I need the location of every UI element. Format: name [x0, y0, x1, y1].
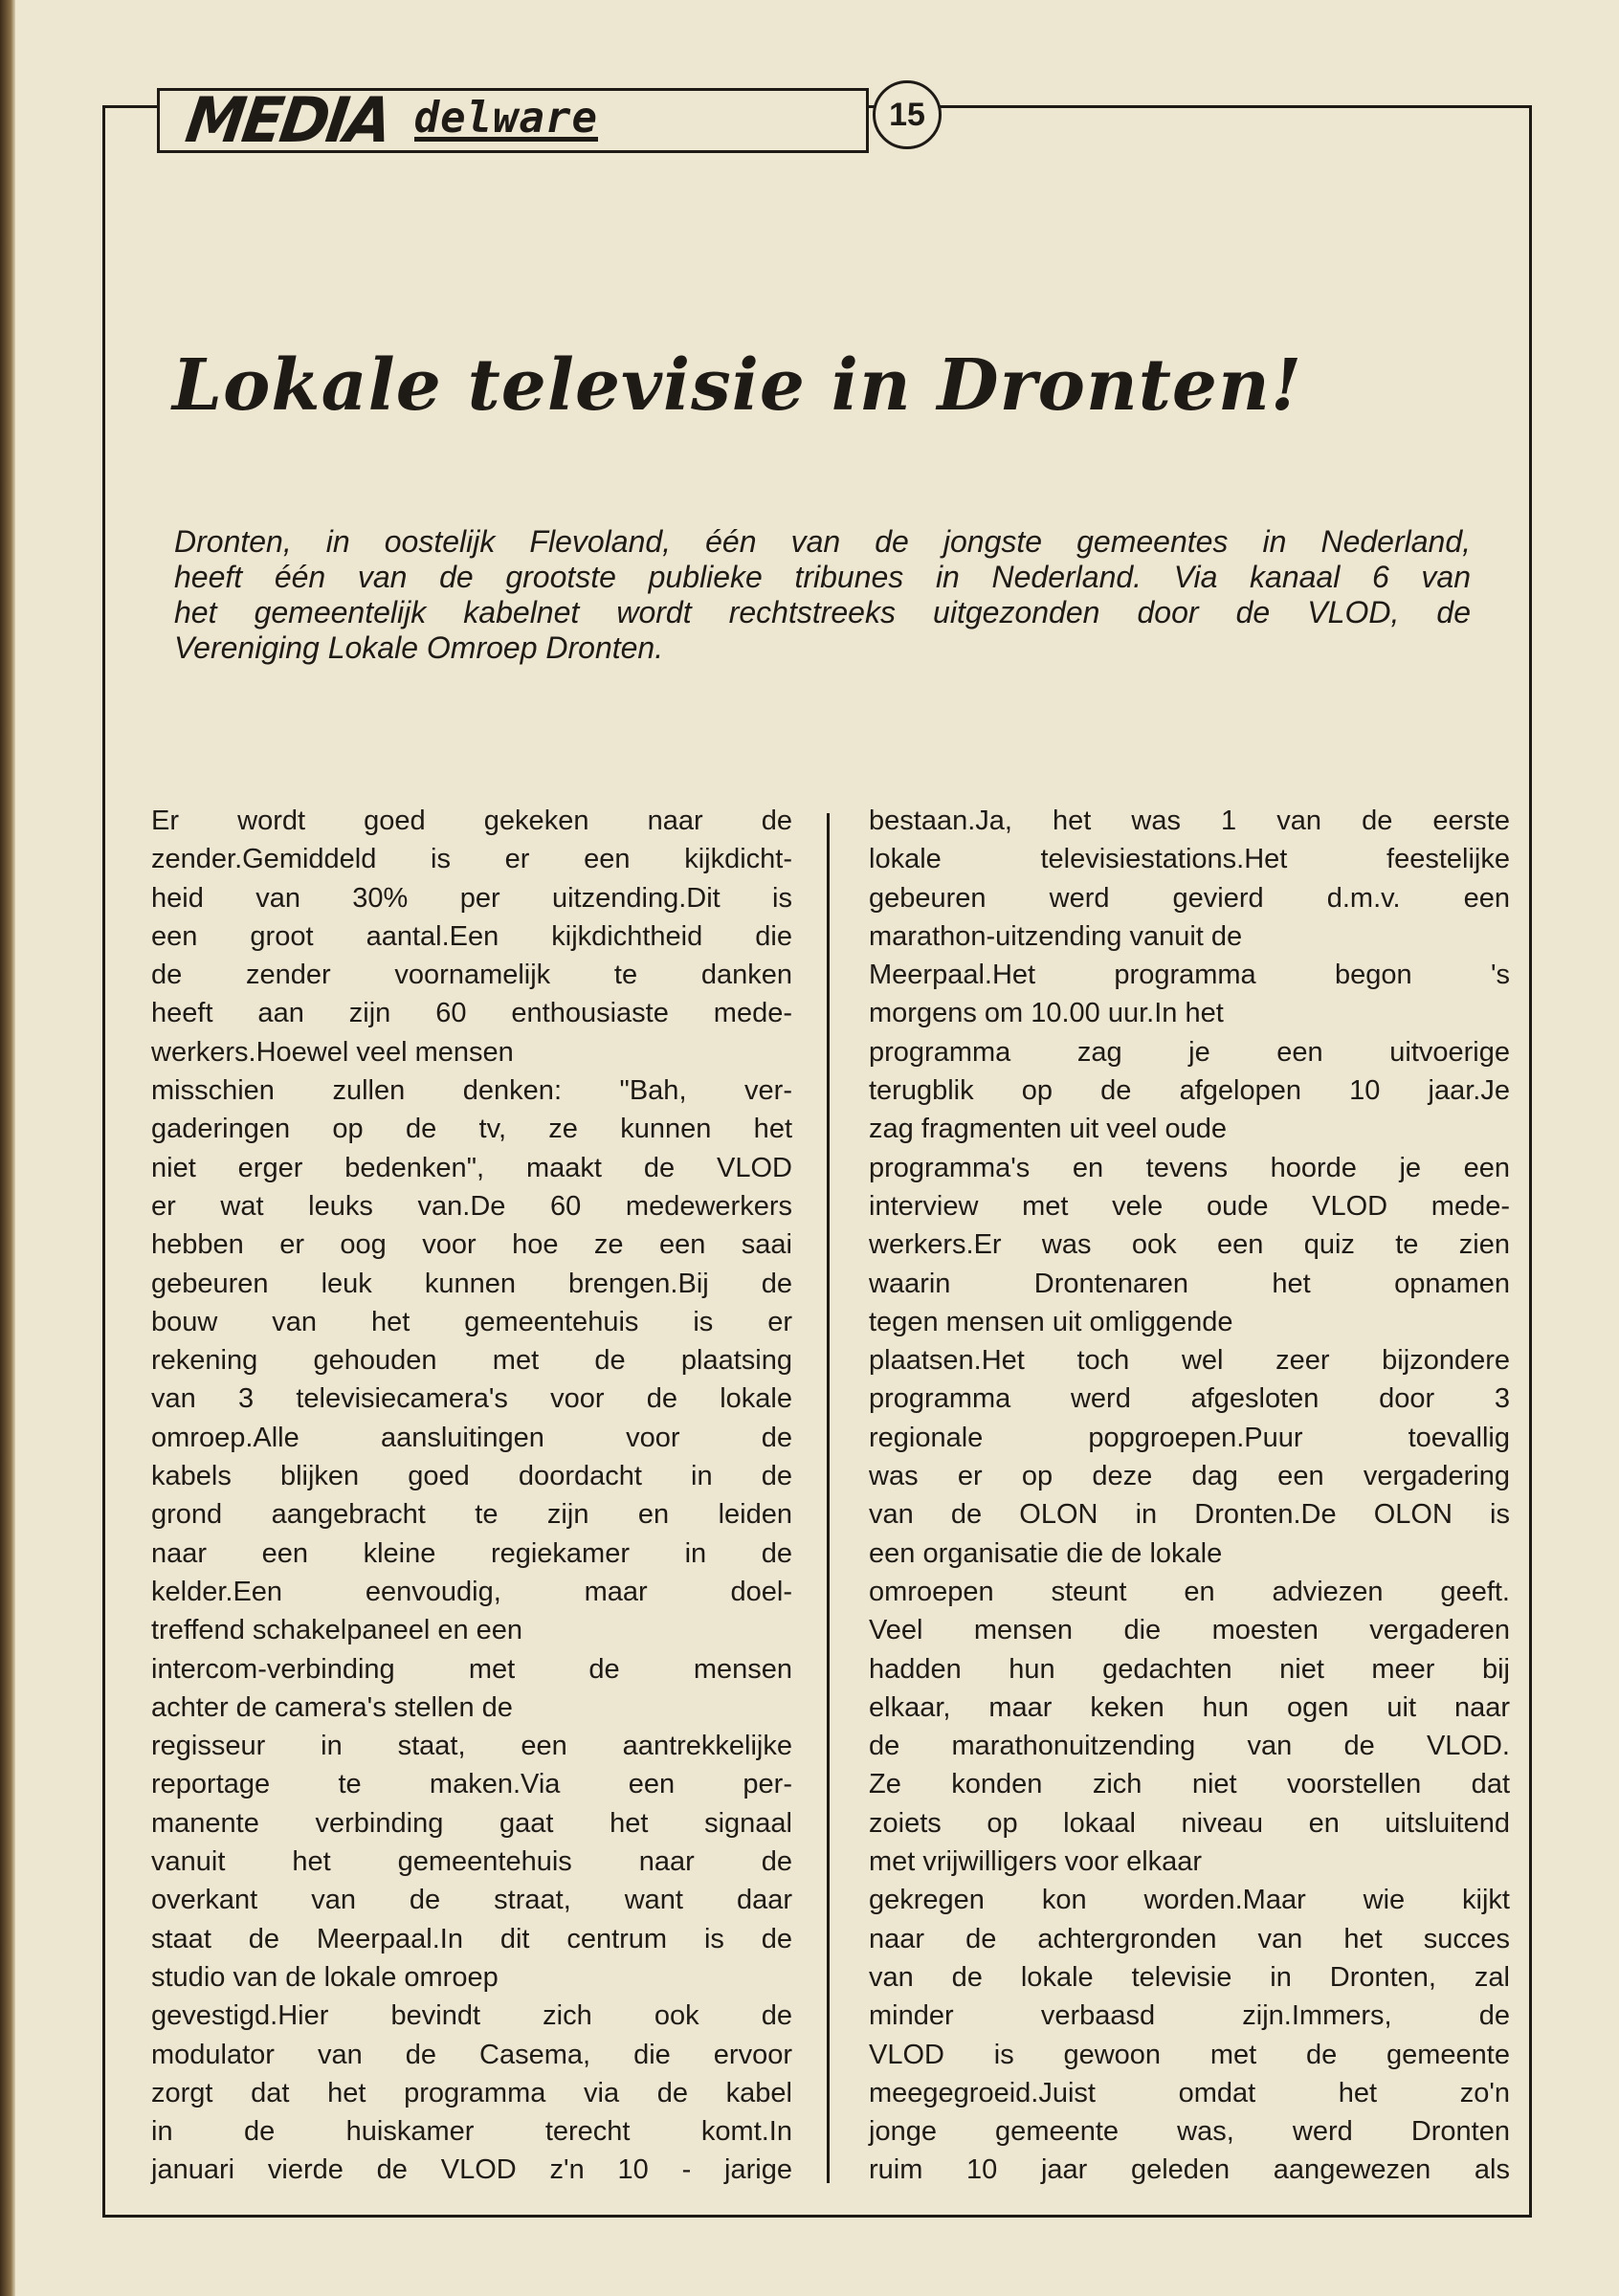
text-line: heeft aan zijn 60 enthousiaste mede- [151, 998, 792, 1029]
text-line: grond aangebracht te zijn en leiden [151, 1499, 792, 1531]
text-line: naar de achtergronden van het succes [869, 1923, 1510, 1954]
article-intro [174, 524, 1471, 666]
text-line: naar een kleine regiekamer in de [151, 1537, 792, 1569]
text-line: marathon-uitzending vanuit de [869, 920, 1243, 952]
text-line: met vrijwilligers voor elkaar [869, 1846, 1203, 1878]
text-line: gaderingen op de tv, ze kunnen het [151, 1114, 792, 1145]
text-line: bouw van het gemeentehuis is er [151, 1306, 792, 1337]
text-line: terugblik op de afgelopen 10 jaar.Je [869, 1075, 1510, 1107]
text-line: treffend schakelpaneel en een [151, 1615, 523, 1646]
text-line: programma zag je een uitvoerige [869, 1036, 1510, 1068]
text-line: gevestigd.Hier bevindt zich ook de [151, 2000, 792, 2032]
text-line: interview met vele oude VLOD mede- [869, 1190, 1510, 1222]
text-line: waarin Drontenaren het opnamen [869, 1268, 1510, 1299]
text-line: gekregen kon worden.Maar wie kijkt [869, 1885, 1510, 1916]
text-line: een organisatie die de lokale [869, 1537, 1223, 1569]
text-line: achter de camera's stellen de [151, 1691, 513, 1723]
text-line: plaatsen.Het toch wel zeer bijzondere [869, 1345, 1510, 1377]
text-line: Meerpaal.Het programma begon 's [869, 960, 1510, 991]
text-line: van 3 televisiecamera's voor de lokale [151, 1383, 792, 1415]
right-column [869, 802, 1510, 2190]
text-line: Vereniging Lokale Omroep Dronten. [174, 630, 664, 665]
media-logo: MEDIA [181, 83, 395, 157]
text-line: programma's en tevens hoorde je een [869, 1152, 1510, 1183]
text-line: modulator van de Casema, die ervoor [151, 2039, 792, 2070]
text-line: hadden hun gedachten niet meer bij [869, 1653, 1510, 1685]
text-line: zag fragmenten uit veel oude [869, 1114, 1228, 1145]
article-title: Lokale televisie in Dronten! [172, 344, 1303, 427]
text-line: was er op deze dag een vergadering [869, 1461, 1510, 1492]
text-line: vanuit het gemeentehuis naar de [151, 1846, 792, 1878]
text-line: heeft één van de grootste publieke tribunes in Nederland. Via kanaal 6 van [174, 560, 1471, 594]
text-line: VLOD is gewoon met de gemeente [869, 2039, 1510, 2070]
text-line: manente verbinding gaat het signaal [151, 1807, 792, 1839]
text-line: gebeuren werd gevierd d.m.v. een [869, 882, 1510, 914]
text-line: overkant van de straat, want daar [151, 1885, 792, 1916]
text-line: niet erger bedenken", maakt de VLOD [151, 1152, 792, 1183]
text-line: werkers.Er was ook een quiz te zien [869, 1229, 1510, 1261]
text-line: kelder.Een eenvoudig, maar doel- [151, 1576, 792, 1607]
text-line: misschien zullen denken: "Bah, ver- [151, 1075, 792, 1107]
text-line: reportage te maken.Via een per- [151, 1769, 792, 1800]
text-line: regionale popgroepen.Puur toevallig [869, 1422, 1510, 1453]
text-line: kabels blijken goed doordacht in de [151, 1461, 792, 1492]
text-line: rekening gehouden met de plaatsing [151, 1345, 792, 1377]
page-binding [0, 0, 15, 2296]
text-line: Er wordt goed gekeken naar de [151, 806, 792, 836]
text-line: staat de Meerpaal.In dit centrum is de [151, 1923, 792, 1954]
text-line: Dronten, in oostelijk Flevoland, één van de jongste gemeentes in Nederland, [174, 524, 1471, 559]
text-line: een groot aantal.Een kijkdichtheid die [151, 920, 792, 952]
text-line: er wat leuks van.De 60 medewerkers [151, 1190, 792, 1222]
text-line: januari vierde de VLOD z'n 10 - jarige [151, 2154, 792, 2186]
text-line: van de OLON in Dronten.De OLON is [869, 1499, 1510, 1531]
text-line: zoiets op lokaal niveau en uitsluitend [869, 1807, 1510, 1839]
text-line: de marathonuitzending van de VLOD. [869, 1731, 1510, 1762]
text-line: intercom-verbinding met de mensen [151, 1653, 792, 1685]
text-line: zender.Gemiddeld is er een kijkdicht- [151, 844, 792, 875]
text-line: studio van de lokale omroep [151, 1961, 499, 1993]
section-logo-subtitle: delware [413, 93, 599, 143]
text-line: ruim 10 jaar geleden aangewezen als [869, 2154, 1510, 2186]
text-line: van de lokale televisie in Dronten, zal [869, 1961, 1510, 1993]
text-line: bestaan.Ja, het was 1 van de eerste [869, 806, 1510, 836]
text-line: morgens om 10.00 uur.In het [869, 998, 1224, 1029]
text-line: programma werd afgesloten door 3 [869, 1383, 1510, 1415]
text-line: jonge gemeente was, werd Dronten [869, 2116, 1510, 2148]
text-line: minder verbaasd zijn.Immers, de [869, 2000, 1510, 2032]
text-line: de zender voornamelijk te danken [151, 960, 792, 991]
text-line: omroepen steunt en adviezen geeft. [869, 1576, 1510, 1607]
text-line: meegegroeid.Juist omdat het zo'n [869, 2077, 1510, 2108]
text-line: gebeuren leuk kunnen brengen.Bij de [151, 1268, 792, 1299]
section-header [157, 83, 869, 157]
text-line: regisseur in staat, een aantrekkelijke [151, 1731, 792, 1762]
text-line: heid van 30% per uitzending.Dit is [151, 882, 792, 914]
text-line: tegen mensen uit omliggende [869, 1306, 1233, 1337]
left-column [151, 802, 792, 2190]
column-divider [827, 813, 830, 2183]
text-line: omroep.Alle aansluitingen voor de [151, 1422, 792, 1453]
text-line: in de huiskamer terecht komt.In [151, 2116, 792, 2148]
text-line: Ze konden zich niet voorstellen dat [869, 1769, 1510, 1800]
text-line: hebben er oog voor hoe ze een saai [151, 1229, 792, 1261]
text-line: lokale televisiestations.Het feestelijke [869, 844, 1510, 875]
text-line: het gemeentelijk kabelnet wordt rechtstreeks uitgezonden door de VLOD, de [174, 595, 1471, 629]
text-line: Veel mensen die moesten vergaderen [869, 1615, 1510, 1646]
text-line: zorgt dat het programma via de kabel [151, 2077, 792, 2108]
text-line: werkers.Hoewel veel mensen [151, 1036, 514, 1068]
text-line: elkaar, maar keken hun ogen uit naar [869, 1691, 1510, 1723]
page-number: 15 [873, 80, 942, 149]
